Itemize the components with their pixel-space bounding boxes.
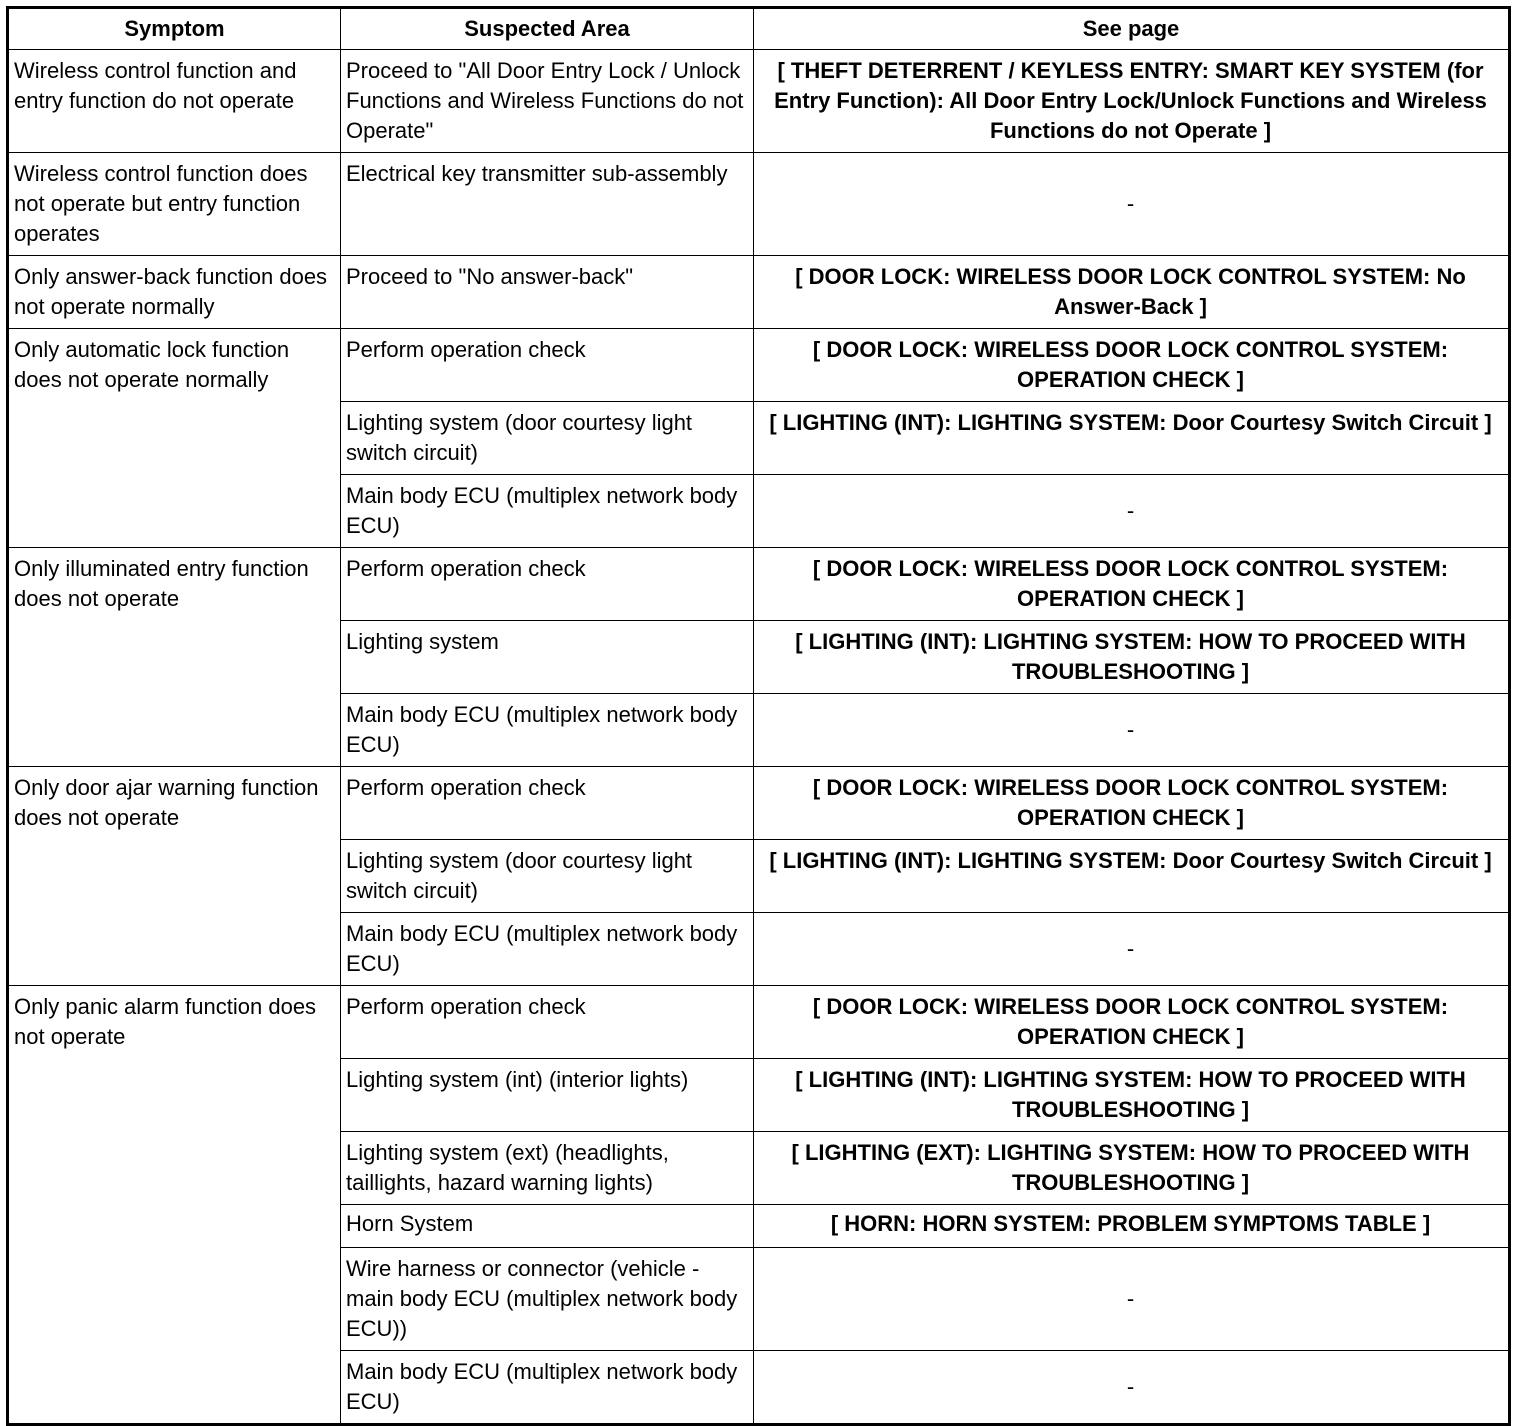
suspected-area-cell: Main body ECU (multiplex network body ECU) — [341, 694, 754, 767]
see-page-link[interactable]: [ LIGHTING (INT): LIGHTING SYSTEM: Door Courtesy Switch Circuit ] — [754, 840, 1510, 913]
suspected-area-cell: Lighting system (int) (interior lights) — [341, 1059, 754, 1132]
table-row — [8, 329, 1510, 402]
symptom-cell: Only illuminated entry function does not operate — [8, 548, 341, 767]
suspected-area-cell: Perform operation check — [341, 986, 754, 1059]
see-page-link[interactable]: [ DOOR LOCK: WIRELESS DOOR LOCK CONTROL SYSTEM: OPERATION CHECK ] — [754, 767, 1510, 840]
suspected-area-cell: Perform operation check — [341, 548, 754, 621]
suspected-area-cell: Proceed to "No answer-back" — [341, 256, 754, 329]
see-page-link[interactable]: [ LIGHTING (INT): LIGHTING SYSTEM: HOW TO PROCEED WITH TROUBLESHOOTING ] — [754, 1059, 1510, 1132]
see-page-link[interactable]: [ HORN: HORN SYSTEM: PROBLEM SYMPTOMS TABLE ] — [754, 1205, 1510, 1248]
see-page-cell: - — [754, 694, 1510, 767]
symptom-cell: Only door ajar warning function does not operate — [8, 767, 341, 986]
symptom-cell: Only automatic lock function does not operate normally — [8, 329, 341, 548]
see-page-cell: - — [754, 913, 1510, 986]
symptom-cell: Only answer-back function does not operate normally — [8, 256, 341, 329]
table-row — [8, 256, 1510, 329]
table-row — [8, 50, 1510, 153]
table-row — [8, 767, 1510, 840]
see-page-cell: - — [754, 1248, 1510, 1351]
symptom-cell: Wireless control function does not operate but entry function operates — [8, 153, 341, 256]
suspected-area-cell: Lighting system (door courtesy light switch circuit) — [341, 840, 754, 913]
symptom-cell: Wireless control function and entry function do not operate — [8, 50, 341, 153]
see-page-link[interactable]: [ DOOR LOCK: WIRELESS DOOR LOCK CONTROL SYSTEM: OPERATION CHECK ] — [754, 548, 1510, 621]
table-row — [8, 548, 1510, 621]
table-row — [8, 153, 1510, 256]
suspected-area-cell: Main body ECU (multiplex network body ECU) — [341, 1351, 754, 1425]
see-page-link[interactable]: [ DOOR LOCK: WIRELESS DOOR LOCK CONTROL SYSTEM: OPERATION CHECK ] — [754, 986, 1510, 1059]
suspected-area-cell: Proceed to "All Door Entry Lock / Unlock Functions and Wireless Functions do not Operate" — [341, 50, 754, 153]
suspected-area-cell: Perform operation check — [341, 329, 754, 402]
see-page-link[interactable]: [ LIGHTING (INT): LIGHTING SYSTEM: Door Courtesy Switch Circuit ] — [754, 402, 1510, 475]
suspected-area-cell: Electrical key transmitter sub-assembly — [341, 153, 754, 256]
header-symptom: Symptom — [8, 8, 341, 50]
table-row — [8, 986, 1510, 1059]
symptom-cell: Only panic alarm function does not operate — [8, 986, 341, 1425]
see-page-cell: - — [754, 1351, 1510, 1425]
see-page-link[interactable]: [ DOOR LOCK: WIRELESS DOOR LOCK CONTROL SYSTEM: OPERATION CHECK ] — [754, 329, 1510, 402]
header-see-page: See page — [754, 8, 1510, 50]
header-row — [8, 8, 1510, 50]
see-page-link[interactable]: [ LIGHTING (EXT): LIGHTING SYSTEM: HOW TO PROCEED WITH TROUBLESHOOTING ] — [754, 1132, 1510, 1205]
suspected-area-cell: Lighting system (ext) (headlights, taillights, hazard warning lights) — [341, 1132, 754, 1205]
see-page-link[interactable]: [ DOOR LOCK: WIRELESS DOOR LOCK CONTROL SYSTEM: No Answer-Back ] — [754, 256, 1510, 329]
see-page-link[interactable]: [ LIGHTING (INT): LIGHTING SYSTEM: HOW TO PROCEED WITH TROUBLESHOOTING ] — [754, 621, 1510, 694]
suspected-area-cell: Perform operation check — [341, 767, 754, 840]
suspected-area-cell: Horn System — [341, 1205, 754, 1248]
suspected-area-cell: Main body ECU (multiplex network body ECU) — [341, 475, 754, 548]
see-page-link[interactable]: [ THEFT DETERRENT / KEYLESS ENTRY: SMART KEY SYSTEM (for Entry Function): All Door Entry Lock/Unlock Functions and Wireless Functions do not Operate ] — [754, 50, 1510, 153]
header-suspected-area: Suspected Area — [341, 8, 754, 50]
suspected-area-cell: Lighting system (door courtesy light switch circuit) — [341, 402, 754, 475]
problem-symptoms-table — [6, 6, 1511, 1426]
see-page-cell: - — [754, 475, 1510, 548]
suspected-area-cell: Main body ECU (multiplex network body ECU) — [341, 913, 754, 986]
suspected-area-cell: Lighting system — [341, 621, 754, 694]
suspected-area-cell: Wire harness or connector (vehicle - main body ECU (multiplex network body ECU)) — [341, 1248, 754, 1351]
see-page-cell: - — [754, 153, 1510, 256]
